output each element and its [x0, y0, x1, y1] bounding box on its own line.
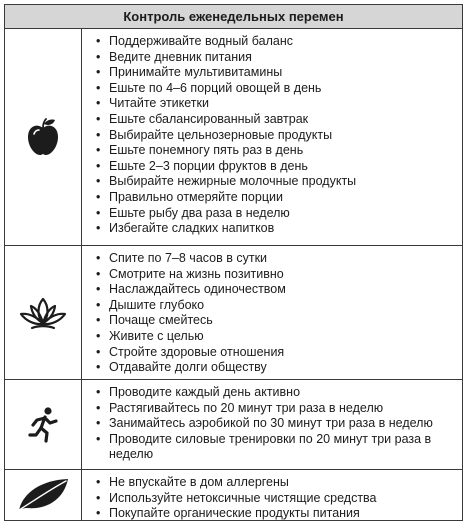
nutrition-list: [82, 29, 462, 237]
list-item: • Смотрите на жизнь позитивно: [96, 267, 458, 283]
runner-icon: [26, 406, 60, 444]
list-item: • Ведите дневник питания: [96, 50, 458, 66]
mind-list: [82, 246, 462, 376]
list-item: • Дышите глубоко: [96, 298, 458, 314]
list-item: • Выбирайте нежирные молочные продукты: [96, 174, 458, 190]
list-item: • Проводите каждый день активно: [96, 385, 458, 401]
list-item: • Ешьте сбалансированный завтрак: [96, 112, 458, 128]
list-item: • Не впускайте в дом аллергены: [96, 475, 458, 491]
list-item: • Занимайтесь аэробикой по 30 минут три раза в неделю: [96, 416, 458, 432]
nutrition-icon-cell: [5, 29, 82, 245]
list-item: • Растягивайтесь по 20 минут три раза в неделю: [96, 401, 458, 417]
list-item: • Избегайте сладких напитков: [96, 221, 458, 237]
list-item: • Проводите силовые тренировки по 20 минут три раза в неделю: [96, 432, 458, 463]
apple-icon: [26, 117, 60, 157]
activity-icon-cell: [5, 380, 82, 469]
list-item: • Почаще смейтесь: [96, 313, 458, 329]
checklist-table: [4, 4, 463, 521]
list-item: • Ешьте 2–3 порции фруктов в день: [96, 159, 458, 175]
list-item: • Ешьте рыбу два раза в неделю: [96, 206, 458, 222]
list-item: • Отдавайте долги обществу: [96, 360, 458, 376]
list-item: • Спите по 7–8 часов в сутки: [96, 251, 458, 267]
mind-section: [5, 246, 462, 380]
list-item: • Ешьте понемногу пять раз в день: [96, 143, 458, 159]
list-item: • Стройте здоровые отношения: [96, 345, 458, 361]
list-item: • Читайте этикетки: [96, 96, 458, 112]
list-item: • Используйте нетоксичные чистящие средства: [96, 491, 458, 507]
leaf-icon: [15, 477, 71, 513]
environment-list: [82, 470, 462, 522]
list-item: • Наслаждайтесь одиночеством: [96, 282, 458, 298]
list-item: • Покупайте органические продукты питания: [96, 506, 458, 522]
environment-section: [5, 470, 462, 520]
environment-icon-cell: [5, 470, 82, 520]
nutrition-section: [5, 29, 462, 246]
list-item: • Правильно отмеряйте порции: [96, 190, 458, 206]
activity-section: [5, 380, 462, 470]
list-item: • Поддерживайте водный баланс: [96, 34, 458, 50]
mind-icon-cell: [5, 246, 82, 379]
list-item: • Живите с целью: [96, 329, 458, 345]
list-item: • Принимайте мультивитамины: [96, 65, 458, 81]
lotus-icon: [18, 296, 68, 330]
list-item: • Выбирайте цельнозерновые продукты: [96, 128, 458, 144]
activity-list: [82, 380, 462, 463]
table-title: Контроль еженедельных перемен: [5, 5, 462, 29]
list-item: • Ешьте по 4–6 порций овощей в день: [96, 81, 458, 97]
